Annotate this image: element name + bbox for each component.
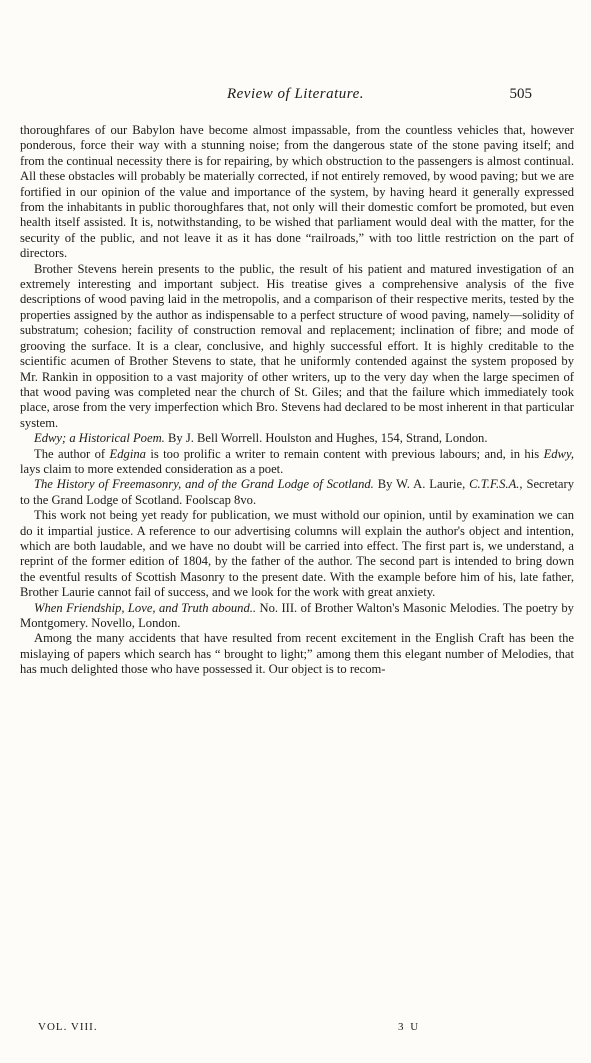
running-title: Review of Literature. [226, 86, 364, 102]
paragraph-text: is too prolific a writer to remain content with previous labours; and, in his [145, 446, 544, 461]
volume-mark: VOL. VIII. [38, 1021, 98, 1033]
book-title: Edwy, [543, 446, 574, 461]
author-credentials: C.T.F.S.A., [469, 477, 523, 492]
paragraph-text: lays claim to more extended consideration as a poet. [20, 461, 284, 476]
signature-mark: 3 U [398, 1021, 421, 1033]
paragraph-wood-paving-intro [20, 123, 574, 262]
book-details: By J. Bell Worrell. Houlston and Hughes, 154, Strand, London. [164, 431, 488, 446]
book-title: Edwy; a Historical Poem. [34, 431, 165, 446]
book-title: Edgina [109, 446, 146, 461]
paragraph-text: thoroughfares of our Babylon have become almost impassable, from the countless vehicles that, however ponderous, force their way with a stunning noise; from the dangerous state of the stone paving itself; and from the continual necessity there is for repairing, by which obstruction to the passengers is almost continual. All these obstacles will probably be materially corrected, if not entirely removed, by wood paving; but we are fortified in our opinion of the value and importance of the system, by having heard it generally expressed from the inhabitants in public thoroughfares that, not only will their domestic comfort be promoted, but even health itself assisted. It is, notwithstanding, to be wished that parliament would deal with the matter, for the security of the public, and not leave it as it has done “railroads,” with too little restriction on the part of directors. [20, 123, 574, 261]
paragraph-text: This work not being yet ready for publication, we must withold our opinion, until by examination we can do it impartial justice. A reference to our advertising columns will explain the author's object and intention, which are both laudable, and we have no doubt will be carried into effect. The first part is, we understand, a reprint of the former edition of 1804, by the father of the author. The second part is intended to bring down the eventful results of Scottish Masonry to the present date. With the example before him of his, late father, Brother Laurie cannot fail of success, and we look for the work with great anxiety. [20, 508, 574, 600]
paragraph-melodies-review [20, 631, 574, 677]
body-text [20, 123, 574, 678]
book-details: By W. A. Laurie, [373, 477, 470, 492]
book-title: When Friendship, Love, and Truth abound.. [34, 600, 257, 615]
paragraph-text: Among the many accidents that have resulted from recent excitement in the English Craft has been the mislaying of papers which search has “ brought to light;” among them this elegant number of Melodies, that has much delighted those who have possessed it. Our object is to recom- [20, 631, 574, 677]
review-heading-melodies [20, 601, 574, 632]
page-footer [0, 1021, 591, 1037]
page-header [0, 86, 591, 108]
paragraph-freemasonry-review [20, 508, 574, 600]
page-number: 505 [509, 86, 532, 102]
review-heading-edwy [20, 431, 574, 446]
book-title: The History of Freemasonry, and of the Grand Lodge of Scotland. [34, 477, 374, 492]
book-details: Secretary to the Grand Lodge of Scotland. Foolscap 8vo. [20, 477, 574, 507]
paragraph-brother-stevens [20, 262, 574, 431]
paragraph-text: The author of [34, 446, 110, 461]
book-details: No. III. of Brother Walton's Masonic Melodies. The poetry by Montgomery. Novello, London. [20, 600, 574, 630]
paragraph-text: Brother Stevens herein presents to the public, the result of his patient and matured investigation of an extremely interesting and important subject. His treatise gives a comprehensive analysis of the five descriptions of wood paving laid in the metropolis, and a comparison of their respective merits, tested by the properties assigned by the author as indispensable to a perfect structure of wood paving, namely—solidity of substratum; cohesion; facility of construction removal and replacement; inclination of fibre; and mode of grooving the surface. It is a clear, conclusive, and highly successful effort. It is highly creditable to the scientific acumen of Brother Stevens to state, that he uniformly contended against the system proposed by Mr. Rankin in opposition to a vast majority of other writers, up to the very day when the large specimen of that wood paving was completed near the church of St. Giles; and that the failure which immediately took place, arose from the very imperfection which Bro. Stevens had declared to be most inherent in that particular system. [20, 261, 574, 430]
review-heading-freemasonry [20, 477, 574, 508]
paragraph-edwy-review [20, 447, 574, 478]
